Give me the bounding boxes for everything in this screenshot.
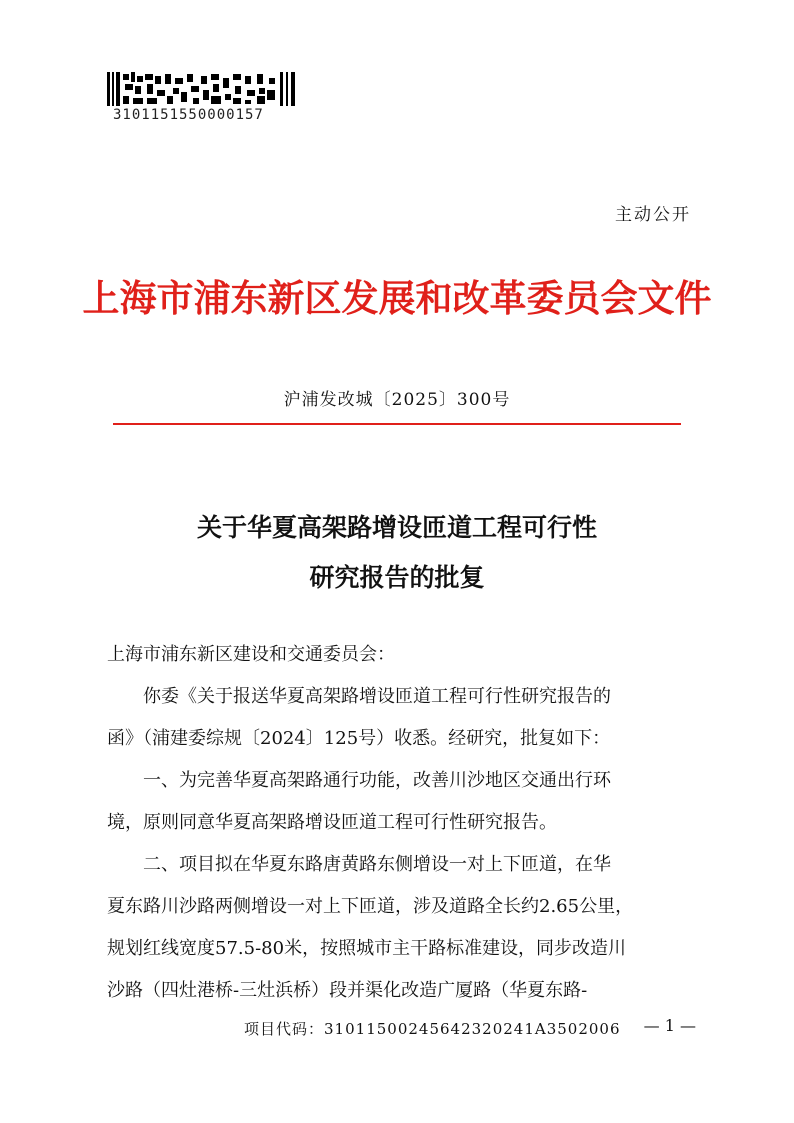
paragraph-2-line-2: 境，原则同意华夏高架路增设匝道工程可行性研究报告。: [107, 812, 557, 833]
paragraph-3-line-4: 沙路（四灶港桥-三灶浜桥）段并渠化改造广厦路（华夏东路-: [107, 980, 588, 1001]
barcode-number: 3101151550000157: [113, 107, 264, 123]
project-code: [244, 1018, 621, 1039]
paragraph-2-line-1: 一、为完善华夏高架路通行功能，改善川沙地区交通出行环: [143, 770, 611, 791]
document-title: [0, 503, 794, 603]
issuer-title: 上海市浦东新区发展和改革委员会文件: [82, 276, 712, 320]
title-line-2: 研究报告的批复: [309, 563, 485, 592]
paragraph-3-line-3: 规划红线宽度57.5-80米，按照城市主干路标准建设，同步改造川: [107, 938, 627, 959]
barcode-icon: [107, 72, 295, 106]
project-code-label: 项目代码：: [244, 1020, 325, 1038]
paragraph-3-line-2: 夏东路川沙路两侧增设一对上下匝道，涉及道路全长约2.65公里，: [107, 896, 634, 917]
paragraph-1-line-1: 你委《关于报送华夏高架路增设匝道工程可行性研究报告的: [143, 686, 611, 707]
document-body: [107, 634, 697, 1012]
project-code-value: 31011500245642320241A3502006: [324, 1020, 621, 1038]
paragraph-3-line-1: 二、项目拟在华夏东路唐黄路东侧增设一对上下匝道，在华: [143, 854, 611, 875]
red-divider: [113, 423, 681, 425]
addressee: 上海市浦东新区建设和交通委员会：: [107, 644, 395, 665]
disclosure-label: 主动公开: [615, 205, 691, 225]
title-line-1: 关于华夏高架路增设匝道工程可行性: [196, 513, 597, 542]
paragraph-1-line-2: 函》（浦建委综规〔2024〕125号）收悉。经研究，批复如下：: [107, 728, 611, 749]
page-number: — 1 —: [643, 1016, 696, 1035]
document-number: 沪浦发改城〔2025〕300号: [283, 390, 511, 410]
